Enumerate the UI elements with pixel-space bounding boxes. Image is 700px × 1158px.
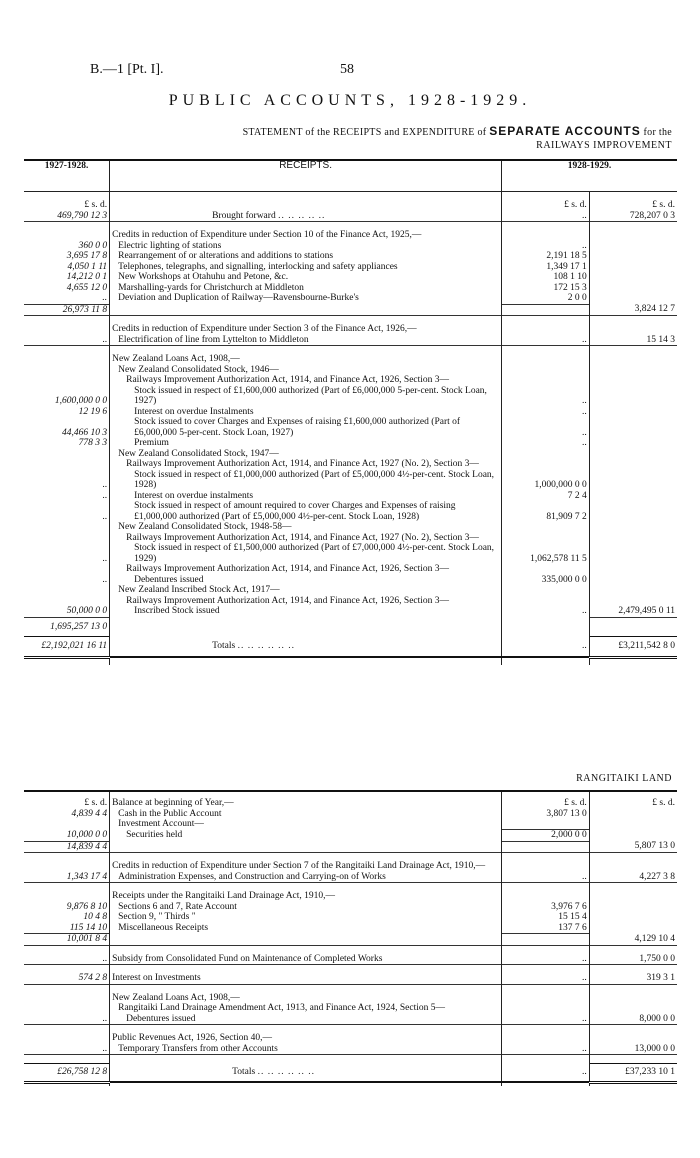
prev-value: 115 14 10: [24, 923, 110, 934]
prev-value: ..: [24, 293, 110, 304]
curr-value: 3,824 12 7: [634, 304, 675, 314]
table-row: [24, 417, 677, 438]
row-label: Interest on overdue Instalments: [134, 406, 254, 417]
mid-value: ..: [502, 211, 590, 222]
subtotal-row: [24, 617, 677, 637]
prev-value: ..: [24, 575, 110, 586]
table-row: [24, 272, 677, 283]
prev-value: 4,655 12 0: [24, 283, 110, 294]
prev-value: ..: [24, 543, 110, 564]
table-row: [24, 954, 677, 965]
totals-row: £2,192,021 16 11 Totals .. .. .. .. .. .. .. £3,211,542 8 0: [24, 637, 677, 658]
table-row: [24, 606, 677, 617]
mid-value: ..: [502, 417, 590, 438]
table-row: [24, 912, 677, 923]
unit: £ s. d.: [24, 200, 110, 211]
prev-value: 1,343 17 4: [24, 872, 110, 883]
row-label: Sections 6 and 7, Rate Account: [118, 901, 237, 912]
mid-value: ..: [502, 606, 590, 617]
sub-heading: New Zealand Consolidated Stock, 1948-58—: [118, 522, 292, 532]
row-label: Administration Expenses, and Construction and Carrying-on of Works: [118, 871, 386, 882]
prev-value: 4,050 1 11: [24, 262, 110, 273]
authority-heading: Railways Improvement Authorization Act, 1914, and Finance Act, 1926, Section 3—: [126, 595, 450, 606]
table-row: [24, 923, 677, 934]
subtotal-row: [24, 304, 677, 316]
sub-heading: New Zealand Consolidated Stock, 1947—: [118, 448, 279, 459]
row-label: Debentures issued: [126, 1013, 196, 1024]
prev-value: 50,000 0 0: [24, 606, 110, 617]
row-label: Stock issued in respect of £1,000,000 authorized (Part of £5,000,000 4½-per-cent. Stock Loan, 1928): [134, 469, 495, 490]
mid-value: 1,062,578 11 5: [502, 543, 590, 564]
table-row: [24, 293, 677, 304]
curr-value: 1,750 0 0: [639, 953, 675, 964]
mid-value: ..: [502, 241, 590, 252]
statement-suffix: for the: [643, 127, 672, 138]
mid-value: 172 15 3: [502, 283, 590, 294]
row-label: Telephones, telegraphs, and signalling, interlocking and safety appliances: [118, 261, 398, 272]
section-heading: Credits in reduction of Expenditure under Section 3 of the Finance Act, 1926,—: [110, 324, 502, 335]
prev-value: 10 4 8: [24, 912, 110, 923]
mid-value: ..: [502, 407, 590, 418]
prev-total: £26,758 12 8: [24, 1064, 110, 1083]
totals-label: Totals: [232, 1066, 256, 1077]
statement-heading: [243, 124, 672, 138]
sub-heading: New Zealand Consolidated Stock, 1946—: [118, 364, 279, 375]
row-label: Stock issued to cover Charges and Expenses of raising £1,600,000 authorized (Part of £6,000,000 5-per-cent. Stock Loan, 1927): [134, 417, 461, 438]
table-row: [24, 1014, 677, 1025]
row-label: Temporary Transfers from other Accounts: [118, 1043, 278, 1054]
section-heading: Balance at beginning of Year,—: [110, 798, 502, 809]
mid-value: ..: [502, 1044, 590, 1055]
units-row: [24, 200, 677, 211]
curr-value: 2,479,495 0 11: [618, 606, 675, 616]
prev-value: 4,839 4 4: [24, 809, 110, 820]
row-label: Investment Account—: [118, 819, 204, 829]
mid-value: ..: [502, 386, 590, 407]
prev-value: 360 0 0: [24, 241, 110, 252]
row-label: Interest on overdue instalments: [134, 490, 254, 501]
document-reference: B.—1 [Pt. I].: [90, 62, 164, 77]
row-label: Deviation and Duplication of Railway—Ravensbourne-Burke's: [118, 293, 359, 303]
mid-value: ..: [502, 954, 590, 965]
mid-value: ..: [502, 1014, 590, 1025]
table-header: [24, 160, 677, 192]
col-receipts: RECEIPTS.: [110, 160, 502, 192]
table-row: [24, 407, 677, 418]
section-heading: New Zealand Loans Act, 1908,—: [110, 993, 502, 1004]
authority-heading: Rangitaiki Land Drainage Amendment Act, 1913, and Finance Act, 1924, Section 5—: [118, 1003, 446, 1013]
prev-value: 14,212 0 1: [24, 272, 110, 283]
prev-subtotal: 1,695,257 13 0: [24, 617, 110, 637]
section-rangitaiki-title: RANGITAIKI LAND: [576, 773, 672, 784]
curr-value: 4,227 3 8: [639, 871, 675, 882]
statement-prefix: STATEMENT of the RECEIPTS and EXPENDITURE of: [242, 127, 487, 138]
prev-value: ..: [24, 491, 110, 502]
table-row: [24, 902, 677, 913]
prev-subtotal: 10,001 8 4: [24, 934, 110, 946]
unit: £ s. d.: [502, 798, 590, 809]
table-row: [24, 830, 677, 842]
unit: £ s. d.: [652, 798, 675, 808]
mid-value: ..: [502, 973, 590, 984]
curr-total: £37,233 10 1: [589, 1064, 677, 1083]
statement-bold: SEPARATE ACCOUNTS: [489, 124, 641, 138]
mid-value: 2,191 18 5: [502, 251, 590, 262]
prev-subtotal: 26,973 11 8: [24, 304, 110, 316]
mid-value: ..: [502, 438, 590, 449]
prev-value: 3,695 17 8: [24, 251, 110, 262]
col-curr-year: 1928-1929.: [502, 160, 677, 192]
prev-value: 469,790 12 3: [24, 211, 110, 222]
row-label: Electrification of line from Lyttelton to Middleton: [118, 334, 309, 345]
mid-value: ..: [502, 1064, 590, 1083]
table-row: [24, 809, 677, 820]
table-row: 469,790 12 3 Brought forward .. .. .. .. .. .. 728,207 0 3: [24, 211, 677, 222]
mid-value: 1,000,000 0 0: [502, 470, 590, 491]
prev-value: 10,000 0 0: [24, 830, 110, 842]
authority-heading: Railways Improvement Authorization Act, 1914, and Finance Act, 1927 (No. 2), Section 3—: [126, 532, 479, 543]
table-row: [24, 386, 677, 407]
table-row: [24, 575, 677, 586]
page-title: PUBLIC ACCOUNTS, 1928-1929.: [168, 92, 532, 109]
subtotal-row: [24, 934, 677, 946]
totals-row: £26,758 12 8 Totals .. .. .. .. .. .. .. £37,233 10 1: [24, 1064, 677, 1083]
section-heading: Receipts under the Rangitaiki Land Drainage Act, 1910,—: [110, 891, 502, 902]
row-label: Debentures issued: [134, 574, 204, 585]
row-label: New Workshops at Otahuhu and Petone, &c.: [118, 272, 289, 282]
prev-subtotal: 14,839 4 4: [24, 841, 110, 853]
mid-value: 1,349 17 1: [502, 262, 590, 273]
table-row: [24, 1044, 677, 1055]
sub-heading: New Zealand Inscribed Stock Act, 1917—: [118, 585, 280, 595]
rangitaiki-receipts-table: [24, 790, 677, 1086]
mid-value: 2 0 0: [502, 293, 590, 304]
row-label: Marshalling-yards for Christchurch at Middleton: [118, 282, 304, 293]
section-heading: Credits in reduction of Expenditure under Section 7 of the Rangitaiki Land Drainage Act, 1910,—: [110, 861, 502, 872]
mid-value: 2,000 0 0: [502, 830, 590, 842]
row-label: Stock issued in respect of amount required to cover Charges and Expenses of raising £1,000,000 authorized (Part of £5,000,000 4½-per-cent. Stock Loan, 1928): [134, 501, 456, 522]
units-row: [24, 798, 677, 809]
section-heading: Credits in reduction of Expenditure under Section 10 of the Finance Act, 1925,—: [110, 230, 502, 241]
table-row: [24, 251, 677, 262]
prev-value: ..: [24, 335, 110, 346]
mid-value: ..: [502, 637, 590, 658]
row-label: Securities held: [126, 829, 183, 840]
row-label: Miscellaneous Receipts: [118, 922, 209, 933]
table-row: [24, 973, 677, 984]
prev-value: 1,600,000 0 0: [24, 386, 110, 407]
mid-value: 15 15 4: [502, 912, 590, 923]
table-row: [24, 501, 677, 522]
mid-value: 81,909 7 2: [502, 501, 590, 522]
prev-value: ..: [24, 954, 110, 965]
row-label: Inscribed Stock issued: [134, 606, 220, 616]
table-row: [24, 543, 677, 564]
table-row: [24, 438, 677, 449]
table-row: [24, 283, 677, 294]
mid-value: 7 2 4: [502, 491, 590, 502]
curr-value: 5,807 13 0: [634, 841, 675, 851]
prev-value: 778 3 3: [24, 438, 110, 449]
prev-value: ..: [24, 1044, 110, 1055]
prev-value: ..: [24, 501, 110, 522]
section-heading: Public Revenues Act, 1926, Section 40,—: [110, 1033, 502, 1044]
curr-value: 4,129 10 4: [634, 933, 675, 944]
authority-heading: Railways Improvement Authorization Act, 1914, and Finance Act, 1927 (No. 2), Section 3—: [126, 459, 479, 469]
table-row: [24, 241, 677, 252]
mid-value: ..: [502, 872, 590, 883]
prev-value: 44,466 10 3: [24, 417, 110, 438]
prev-value: ..: [24, 470, 110, 491]
prev-value: 12 19 6: [24, 407, 110, 418]
authority-heading: Railways Improvement Authorization Act, 1914, and Finance Act, 1926, Section 3—: [126, 564, 450, 574]
prev-value: ..: [24, 1014, 110, 1025]
unit: £ s. d.: [24, 798, 110, 809]
row-label: Cash in the Public Account: [118, 808, 222, 819]
railways-receipts-table: [24, 159, 677, 665]
curr-value: 728,207 0 3: [629, 210, 675, 221]
table-row: [24, 491, 677, 502]
mid-value: 335,000 0 0: [502, 575, 590, 586]
curr-value: 8,000 0 0: [639, 1013, 675, 1024]
curr-value: 15 14 3: [646, 334, 675, 345]
table-row: [24, 872, 677, 883]
row-label: Rearrangement of or alterations and additions to stations: [118, 251, 334, 261]
authority-heading: Railways Improvement Authorization Act, 1914, and Finance Act, 1926, Section 3—: [126, 375, 450, 385]
curr-value: 319 3 1: [646, 973, 675, 983]
mid-value: 3,976 7 6: [502, 902, 590, 913]
unit: £ s. d.: [502, 200, 590, 211]
row-label: Premium: [134, 438, 169, 448]
section-railways-title: RAILWAYS IMPROVEMENT: [536, 140, 672, 151]
curr-value: 13,000 0 0: [634, 1043, 675, 1054]
table-row: [24, 819, 677, 830]
row-label: Electric lighting of stations: [118, 240, 222, 251]
row-label: Brought forward: [212, 210, 276, 221]
totals-label: Totals: [212, 640, 236, 651]
mid-value: 137 7 6: [502, 923, 590, 934]
prev-value: 574 2 8: [24, 973, 110, 984]
row-label: Stock issued in respect of £1,600,000 authorized (Part of £6,000,000 5-per-cent. Stock Loan, 1927): [134, 385, 487, 406]
row-label: Subsidy from Consolidated Fund on Maintenance of Completed Works: [110, 954, 502, 965]
curr-total: £3,211,542 8 0: [589, 637, 677, 658]
col-prev-year: 1927-1928.: [24, 160, 110, 192]
table-row: [24, 262, 677, 273]
page-number: 58: [340, 62, 354, 77]
table-row: [24, 470, 677, 491]
row-label: Stock issued in respect of £1,500,000 authorized (Part of £7,000,000 4½-per-cent. Stock Loan, 1929): [134, 543, 495, 564]
section-heading: New Zealand Loans Act, 1908,—: [110, 354, 502, 365]
prev-value: 9,876 8 10: [24, 902, 110, 913]
prev-total: £2,192,021 16 11: [24, 637, 110, 658]
table-row: [24, 335, 677, 346]
row-label: Section 9, " Thirds ": [118, 912, 196, 922]
unit: £ s. d.: [652, 200, 675, 210]
mid-value: 3,807 13 0: [502, 809, 590, 820]
mid-value: 108 1 10: [502, 272, 590, 283]
mid-value: ..: [502, 335, 590, 346]
subtotal-row: [24, 841, 677, 853]
row-label: Interest on Investments: [110, 973, 502, 984]
